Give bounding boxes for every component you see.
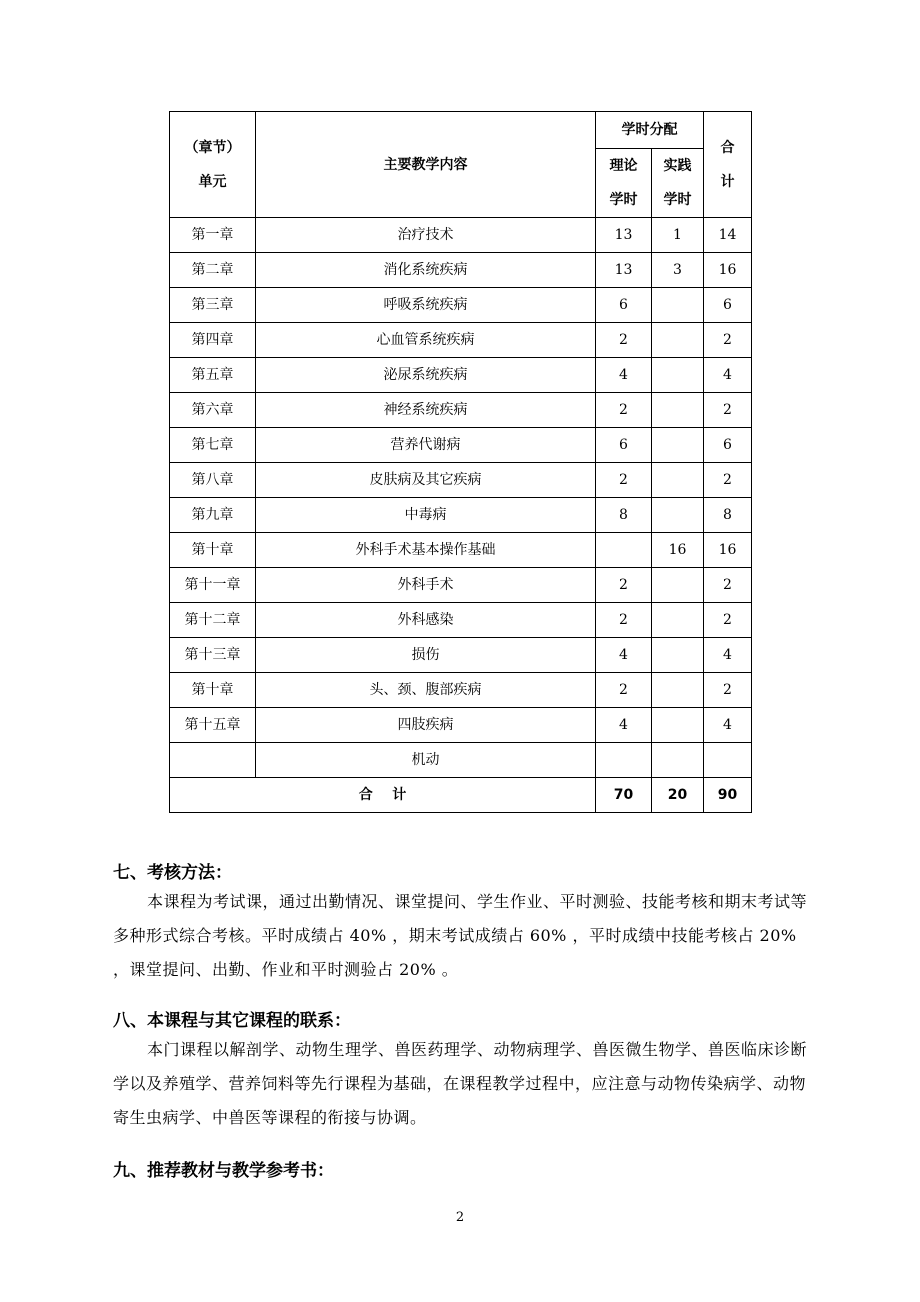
cell-content: 治疗技术 [256,218,596,253]
cell-unit: 第十章 [170,533,256,568]
header-content: 主要教学内容 [256,112,596,218]
cell-total: 2 [704,393,752,428]
cell-unit: 第八章 [170,463,256,498]
cell-theory: 2 [596,568,652,603]
table-row [170,323,752,358]
cell-unit: 第三章 [170,288,256,323]
cell-theory: 2 [596,393,652,428]
section-7-body: 本课程为考试课，通过出勤情况、课堂提问、学生作业、平时测验、技能考核和期末考试等多种形式综合考核。平时成绩占 40% ，期末考试成绩占 60% ，平时成绩中技能考核占 20% ，课堂提问、出勤、作业和平时测验占 20% 。 [113,892,808,979]
table-row [170,533,752,568]
cell-unit: 第一章 [170,218,256,253]
cell-total: 4 [704,638,752,673]
cell-content: 神经系统疾病 [256,393,596,428]
cell-practice [652,638,704,673]
table-row [170,743,752,778]
cell-practice [652,498,704,533]
cell-theory: 6 [596,288,652,323]
cell-practice [652,708,704,743]
table-row [170,498,752,533]
cell-total: 6 [704,428,752,463]
cell-total: 2 [704,323,752,358]
cell-practice [652,428,704,463]
table-row [170,673,752,708]
cell-unit: 第九章 [170,498,256,533]
cell-theory: 4 [596,638,652,673]
cell-content: 营养代谢病 [256,428,596,463]
cell-practice [652,288,704,323]
section-8-title: 八、本课程与其它课程的联系： [113,1011,351,1031]
cell-content: 呼吸系统疾病 [256,288,596,323]
cell-practice: 16 [652,533,704,568]
table-row [170,568,752,603]
cell-practice [652,358,704,393]
cell-theory: 2 [596,603,652,638]
footer-practice: 20 [652,778,704,813]
section-7-title: 七、考核方法： [113,863,232,883]
cell-practice [652,393,704,428]
cell-content: 中毒病 [256,498,596,533]
cell-unit: 第十三章 [170,638,256,673]
section-9-title: 九、推荐教材与教学参考书： [113,1161,334,1181]
table-row [170,253,752,288]
cell-unit: 第二章 [170,253,256,288]
header-unit: （章节） 单元 [170,112,256,218]
page-number: 2 [455,1210,465,1225]
header-total: 合 计 [704,112,752,218]
cell-content: 机动 [256,743,596,778]
footer-total: 90 [704,778,752,813]
cell-total: 16 [704,253,752,288]
cell-unit: 第四章 [170,323,256,358]
cell-total: 2 [704,568,752,603]
cell-unit: 第十二章 [170,603,256,638]
cell-unit [170,743,256,778]
cell-practice [652,743,704,778]
cell-theory: 2 [596,673,652,708]
cell-unit: 第十章 [170,673,256,708]
table-row [170,218,752,253]
table-row [170,638,752,673]
cell-total: 2 [704,463,752,498]
cell-content: 四肢疾病 [256,708,596,743]
cell-total: 2 [704,673,752,708]
teaching-hours-table [169,111,752,813]
header-practice: 实践 学时 [652,149,704,218]
table-row [170,603,752,638]
cell-content: 外科感染 [256,603,596,638]
cell-total: 14 [704,218,752,253]
cell-theory: 2 [596,463,652,498]
table-row [170,358,752,393]
cell-total: 8 [704,498,752,533]
cell-theory [596,743,652,778]
cell-practice [652,463,704,498]
cell-theory: 8 [596,498,652,533]
cell-content: 外科手术基本操作基础 [256,533,596,568]
table-footer-row [170,778,752,813]
cell-total [704,743,752,778]
cell-content: 头、颈、腹部疾病 [256,673,596,708]
table-row [170,428,752,463]
footer-theory: 70 [596,778,652,813]
cell-practice [652,673,704,708]
cell-practice: 3 [652,253,704,288]
cell-total: 6 [704,288,752,323]
cell-total: 16 [704,533,752,568]
cell-unit: 第十一章 [170,568,256,603]
cell-content: 泌尿系统疾病 [256,358,596,393]
cell-theory: 4 [596,358,652,393]
table-row [170,708,752,743]
cell-practice [652,603,704,638]
section-8-body: 本门课程以解剖学、动物生理学、兽医药理学、动物病理学、兽医微生物学、兽医临床诊断学以及养殖学、营养饲料等先行课程为基础，在课程教学过程中，应注意与动物传染病学、动物寄生虫病学、中兽医等课程的衔接与协调。 [113,1040,808,1127]
cell-total: 2 [704,603,752,638]
cell-content: 消化系统疾病 [256,253,596,288]
footer-label: 合 计 [170,778,596,813]
cell-theory: 6 [596,428,652,463]
cell-theory [596,533,652,568]
cell-total: 4 [704,358,752,393]
cell-unit: 第十五章 [170,708,256,743]
cell-theory: 2 [596,323,652,358]
cell-theory: 13 [596,218,652,253]
table-row [170,288,752,323]
cell-theory: 4 [596,708,652,743]
cell-practice [652,568,704,603]
cell-content: 损伤 [256,638,596,673]
cell-total: 4 [704,708,752,743]
table-row [170,463,752,498]
cell-theory: 13 [596,253,652,288]
cell-content: 心血管系统疾病 [256,323,596,358]
cell-unit: 第七章 [170,428,256,463]
cell-unit: 第五章 [170,358,256,393]
table-row [170,393,752,428]
cell-content: 皮肤病及其它疾病 [256,463,596,498]
header-hours-group: 学时分配 [596,112,704,149]
header-theory: 理论 学时 [596,149,652,218]
cell-content: 外科手术 [256,568,596,603]
cell-practice: 1 [652,218,704,253]
cell-unit: 第六章 [170,393,256,428]
cell-practice [652,323,704,358]
